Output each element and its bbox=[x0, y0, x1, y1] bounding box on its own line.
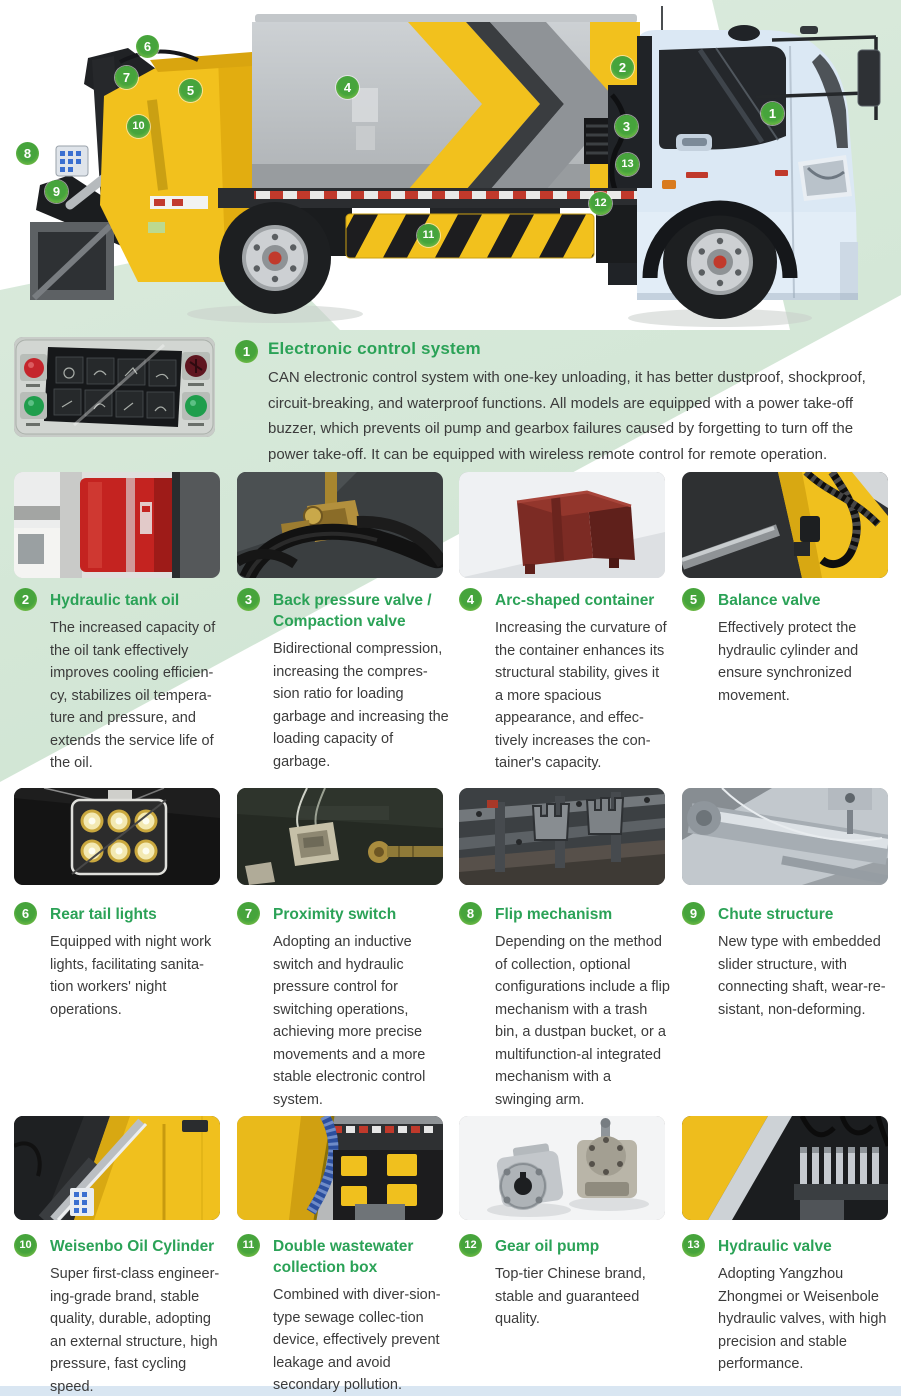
feature-body: Combined with diver-sion-type sewage collec-tion device, effectively prevent leakage and avoid secondary pollution. bbox=[273, 1287, 441, 1393]
feature-chute-structure bbox=[682, 902, 892, 1021]
feature-arc-shaped-container bbox=[459, 588, 671, 775]
gear-pump-photo bbox=[459, 1116, 665, 1220]
feature-badge-6: 6 bbox=[14, 902, 37, 925]
feature-proximity-switch bbox=[237, 902, 449, 1111]
feature-title: Weisenbo Oil Cylinder bbox=[50, 1238, 215, 1255]
callout-badge-10: 10 bbox=[127, 115, 150, 138]
feature-body: The increased capacity of the oil tank effectively improves cooling efficien-cy, stabilizes oil tempera-ture and pressure, and extends the service life of the oil. bbox=[50, 620, 216, 771]
oil-cylinder-photo bbox=[14, 1116, 220, 1220]
feature-title: Balance valve bbox=[718, 592, 821, 609]
feature-body: Adopting Yangzhou Zhongmei or Weisenbole hydraulic valves, with high precision and stable performance. bbox=[718, 1266, 887, 1372]
callout-badge-3: 3 bbox=[615, 115, 638, 138]
balance-valve-photo bbox=[682, 472, 888, 578]
feature-title: Hydraulic tank oil bbox=[50, 592, 180, 609]
wastewater-box-photo bbox=[237, 1116, 443, 1220]
chute-structure-photo bbox=[682, 788, 888, 885]
truck-illustration bbox=[0, 0, 901, 330]
feature-title: Flip mechanism bbox=[495, 906, 613, 923]
callout-badge-2: 2 bbox=[611, 56, 634, 79]
feature-body: Super first-class engineer-ing-grade brand, stable quality, durable, adopting an external structure, high pressure, fast cycling speed. bbox=[50, 1266, 220, 1395]
feature-double-wastewater-box bbox=[237, 1234, 449, 1396]
feature-body: Equipped with night work lights, facilitating sanita-tion workers' night operations. bbox=[50, 934, 212, 1018]
section-body: CAN electronic control system with one-key unloading, it has better dustproof, shockproof, circuit-breaking, and waterproof functions. All models are equipped with a power take-off buzzer, which prevents oil pump and gearbox failures caused by forgetting to turn off the power take-off. It can be equipped with wireless remote control for remote operation. bbox=[268, 369, 866, 463]
feature-title: Back pressure valve / Compaction valve bbox=[273, 592, 432, 630]
callout-badge-9: 9 bbox=[45, 180, 68, 203]
control-panel-photo bbox=[14, 337, 215, 437]
callout-badge-12: 12 bbox=[589, 192, 612, 215]
feature-gear-oil-pump bbox=[459, 1234, 671, 1331]
feature-weisenbo-oil-cylinder bbox=[14, 1234, 228, 1396]
feature-body: New type with embedded slider structure, with connecting shaft, wear-re-sistant, non-deforming. bbox=[718, 934, 886, 1018]
feature-title: Proximity switch bbox=[273, 906, 397, 923]
feature-body: Effectively protect the hydraulic cylinder and ensure synchronized movement. bbox=[718, 620, 859, 704]
proximity-switch-photo bbox=[237, 788, 443, 885]
tail-light-photo bbox=[14, 788, 220, 885]
callout-badge-11: 11 bbox=[417, 224, 440, 247]
callout-badge-13: 13 bbox=[616, 153, 639, 176]
feature-body: Increasing the curvature of the container enhances its structural stability, gives it a more spacious appearance, and effec-tively increases the con-tainer's capacity. bbox=[495, 620, 667, 771]
feature-badge-12: 12 bbox=[459, 1234, 482, 1257]
callout-badge-7: 7 bbox=[115, 66, 138, 89]
callout-badge-6: 6 bbox=[136, 35, 159, 58]
feature-body: Adopting an inductive switch and hydraulic pressure control for switching operations, achieving more precise movements and a more stable electronic control system. bbox=[273, 934, 426, 1108]
feature-flip-mechanism bbox=[459, 902, 671, 1111]
feature-title: Double wastewater collection box bbox=[273, 1238, 414, 1276]
back-pressure-valve-photo bbox=[237, 472, 443, 578]
truck-hero bbox=[0, 0, 901, 330]
feature-badge-2: 2 bbox=[14, 588, 37, 611]
feature-title: Hydraulic valve bbox=[718, 1238, 832, 1255]
feature-badge-10: 10 bbox=[14, 1234, 37, 1257]
feature-badge-9: 9 bbox=[682, 902, 705, 925]
callout-badge-8: 8 bbox=[16, 142, 39, 165]
flip-mechanism-photo bbox=[459, 788, 665, 885]
feature-title: Chute structure bbox=[718, 906, 834, 923]
feature-title: Gear oil pump bbox=[495, 1238, 600, 1255]
feature-body: Depending on the method of collection, optional configurations include a flip mechanism with a trash bin, a dustpan bucket, or a multifunction-al integrated mechanism with a swinging arm. bbox=[495, 934, 670, 1108]
feature-rear-tail-lights bbox=[14, 902, 226, 1021]
feature-badge-13: 13 bbox=[682, 1234, 705, 1257]
feature-badge-5: 5 bbox=[682, 588, 705, 611]
section-badge-1: 1 bbox=[235, 340, 258, 363]
section-title-electronic-control-system: Electronic control system bbox=[268, 339, 481, 358]
callout-badge-5: 5 bbox=[179, 79, 202, 102]
feature-badge-8: 8 bbox=[459, 902, 482, 925]
feature-balance-valve bbox=[682, 588, 892, 707]
hydraulic-valve-photo bbox=[682, 1116, 888, 1220]
arc-container-photo bbox=[459, 472, 665, 578]
feature-body: Bidirectional compression, increasing the compres-sion ratio for loading garbage and increasing the loading capacity of garbage. bbox=[273, 641, 449, 770]
feature-hydraulic-tank-oil bbox=[14, 588, 226, 775]
feature-badge-11: 11 bbox=[237, 1234, 260, 1257]
feature-body: Top-tier Chinese brand, stable and guaranteed quality. bbox=[495, 1266, 646, 1327]
callout-badge-4: 4 bbox=[336, 76, 359, 99]
feature-badge-7: 7 bbox=[237, 902, 260, 925]
feature-title: Rear tail lights bbox=[50, 906, 157, 923]
feature-badge-4: 4 bbox=[459, 588, 482, 611]
feature-title: Arc-shaped container bbox=[495, 592, 655, 609]
feature-badge-3: 3 bbox=[237, 588, 260, 611]
hydraulic-tank-photo bbox=[14, 472, 220, 578]
callout-badge-1: 1 bbox=[761, 102, 784, 125]
feature-back-pressure-valve bbox=[237, 588, 449, 773]
feature-hydraulic-valve bbox=[682, 1234, 892, 1376]
